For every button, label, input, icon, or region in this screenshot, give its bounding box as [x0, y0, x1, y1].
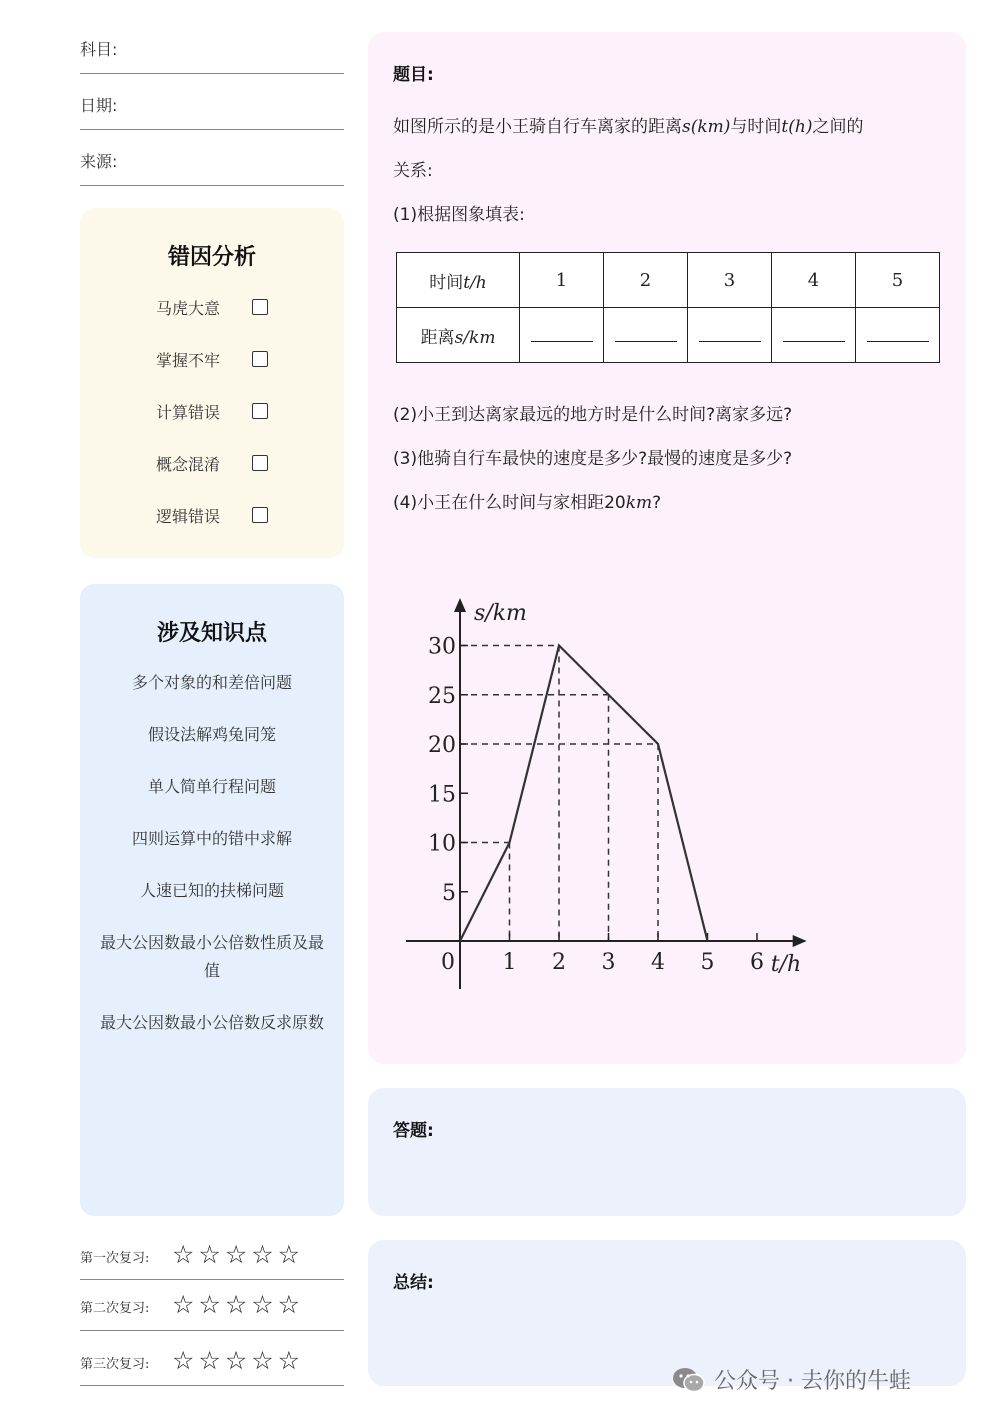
wechat-icon	[672, 1367, 706, 1393]
math-t-h: t(h)	[781, 117, 813, 137]
y-tick-label: 5	[442, 880, 456, 906]
knowledge-item: 假设法解鸡兔同笼	[147, 725, 276, 744]
question-line-2: 关系:	[393, 161, 433, 181]
table-blank-cell[interactable]	[688, 308, 772, 363]
knowledge-title: 涉及知识点	[156, 620, 267, 646]
table-header-distance	[397, 308, 520, 363]
watermark-text: 公众号 · 去你的牛蛙	[714, 1369, 911, 1394]
date-label: 日期:	[80, 96, 118, 115]
question-part-1: (1)根据图象填表:	[393, 205, 525, 225]
x-axis-label: t/h	[770, 952, 802, 977]
answer-blank[interactable]	[783, 323, 845, 342]
review-stars-1[interactable]: ☆☆☆☆☆	[172, 1240, 305, 1269]
review-label: 第三次复习:	[80, 1357, 150, 1372]
y-tick-label: 20	[428, 733, 456, 758]
answer-blank[interactable]	[531, 323, 593, 342]
question-title: 题目:	[393, 65, 434, 85]
error-checkbox-calculation[interactable]	[252, 403, 268, 419]
table-blank-cell[interactable]	[856, 308, 940, 363]
review-label: 第二次复习:	[80, 1301, 150, 1316]
answer-blank[interactable]	[615, 323, 677, 342]
series-line	[460, 646, 708, 942]
distance-time-chart	[398, 552, 848, 992]
time-unit: t/h	[463, 272, 487, 293]
knowledge-item: 多个对象的和差倍问题	[131, 673, 292, 692]
table-row	[397, 308, 940, 363]
knowledge-item: 最大公因数最小公倍数反求原数	[99, 1013, 324, 1032]
x-tick-label: 3	[601, 950, 616, 975]
math-km: km	[625, 493, 653, 513]
y-tick-label: 15	[428, 782, 456, 808]
question-line-1	[393, 112, 863, 137]
x-tick-label: 0	[441, 950, 455, 975]
x-tick-label: 5	[700, 950, 715, 975]
date-field[interactable]	[80, 73, 344, 130]
x-tick-label: 2	[552, 950, 566, 975]
knowledge-item: 四则运算中的错中求解	[131, 829, 292, 848]
error-analysis-panel	[80, 208, 344, 558]
error-analysis-title: 错因分析	[167, 244, 256, 270]
error-item-label: 概念混淆	[156, 455, 221, 474]
y-axis-label: s/km	[474, 600, 527, 626]
question-panel	[368, 32, 966, 1064]
error-item-label: 计算错误	[156, 403, 221, 422]
fill-table	[396, 252, 940, 363]
question-part-3: (3)他骑自行车最快的速度是多少?最慢的速度是多少?	[393, 449, 793, 469]
y-tick-label: 30	[428, 634, 456, 660]
y-tick-label: 25	[428, 683, 456, 709]
table-row	[397, 253, 940, 308]
table-cell: 2	[604, 253, 688, 308]
question-part-2: (2)小王到达离家最远的地方时是什么时间?离家多远?	[393, 405, 793, 425]
question-text: 与时间	[730, 117, 782, 137]
review-row-2	[80, 1287, 344, 1331]
answer-panel[interactable]	[368, 1088, 966, 1216]
guide-lines	[460, 646, 658, 942]
subject-field[interactable]	[80, 17, 344, 74]
question-text: 之间的	[812, 117, 864, 137]
table-cell: 1	[520, 253, 604, 308]
distance-unit: s/km	[454, 327, 496, 348]
question-text: ?	[652, 493, 662, 513]
distance-label: 距离	[420, 327, 455, 348]
error-checkbox-logic[interactable]	[252, 507, 268, 523]
table-blank-cell[interactable]	[604, 308, 688, 363]
source-field[interactable]	[80, 129, 344, 186]
x-tick-label: 4	[651, 950, 665, 975]
answer-title: 答题:	[393, 1121, 434, 1141]
review-stars-2[interactable]: ☆☆☆☆☆	[172, 1290, 305, 1319]
x-tick-label: 6	[750, 950, 764, 975]
axis-ticks	[428, 635, 764, 976]
y-tick-label: 10	[428, 831, 456, 857]
question-text: 如图所示的是小王骑自行车离家的距离	[393, 117, 682, 137]
error-checkbox-careless[interactable]	[252, 299, 268, 315]
review-label: 第一次复习:	[80, 1251, 150, 1266]
error-checkbox-concept[interactable]	[252, 455, 268, 471]
table-cell: 5	[856, 253, 940, 308]
subject-label: 科目:	[80, 40, 118, 59]
question-part-4	[393, 488, 661, 513]
knowledge-item: 人速已知的扶梯问题	[139, 881, 284, 900]
answer-blank[interactable]	[867, 323, 929, 342]
error-item-label: 逻辑错误	[156, 507, 221, 526]
knowledge-item: 单人简单行程问题	[147, 777, 276, 796]
question-text: (4)小王在什么时间与家相距20	[393, 493, 626, 513]
answer-blank[interactable]	[699, 323, 761, 342]
review-stars-3[interactable]: ☆☆☆☆☆	[172, 1346, 305, 1375]
x-tick-label: 1	[502, 950, 517, 975]
error-item-label: 马虎大意	[156, 299, 221, 318]
table-cell: 4	[772, 253, 856, 308]
x-axis-arrow	[793, 935, 807, 947]
y-axis-arrow	[454, 598, 466, 612]
table-blank-cell[interactable]	[520, 308, 604, 363]
summary-title: 总结:	[393, 1273, 434, 1293]
review-row-3	[80, 1338, 344, 1386]
table-header-time	[397, 253, 520, 308]
error-item-label: 掌握不牢	[156, 351, 221, 370]
table-blank-cell[interactable]	[772, 308, 856, 363]
math-s-km: s(km)	[682, 117, 731, 137]
error-checkbox-weak-mastery[interactable]	[252, 351, 268, 367]
table-cell: 3	[688, 253, 772, 308]
knowledge-item: 最大公因数最小公倍数性质及最值	[99, 933, 324, 980]
time-label: 时间	[429, 272, 464, 293]
source-label: 来源:	[80, 152, 118, 171]
knowledge-panel	[80, 584, 344, 1216]
watermark	[672, 1364, 911, 1395]
review-row-1	[80, 1236, 344, 1280]
